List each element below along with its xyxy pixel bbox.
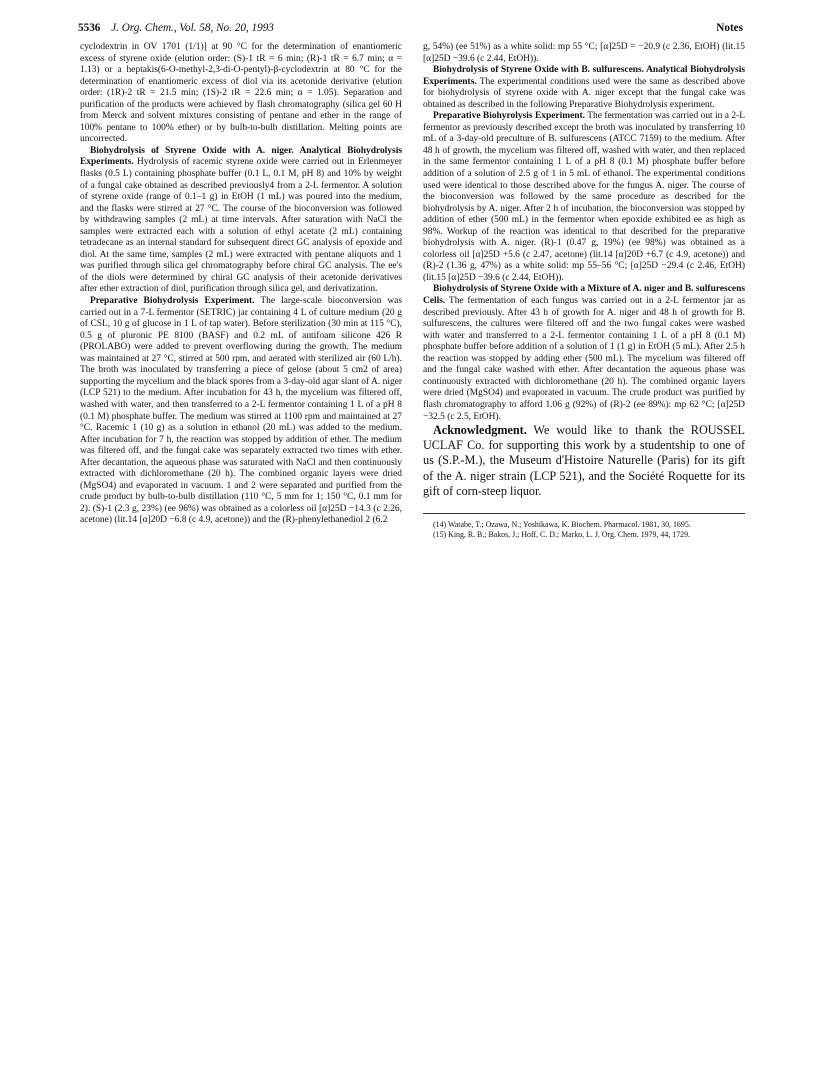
section-heading: Preparative Biohydrolysis Experiment. bbox=[90, 296, 255, 307]
acknowledgment bbox=[423, 423, 745, 499]
paragraph-preparative-a-niger bbox=[80, 296, 402, 527]
paragraph-body: The experimental conditions used were the same as described above for biohydrolysis of styrene oxide with A. niger except that the fungal cake was obtained as described in the following Preparative Biohydrolysis experiment. bbox=[423, 76, 745, 110]
paragraph-preparative-b-sulfurescens bbox=[423, 111, 745, 284]
paragraph-body: The fermentation was carried out in a 2-L fermentor as previously described except the broth was inoculated by transferring 10 mL of a 3-day-old preculture of B. sulfurescens (ATCC 7159) to the medium. After 48 h of growth, the mycelium was filtered off, washed with water, and then replaced in the same fermentor containing 1 L of a pH 8 (0.1 M) phosphate buffer before addition of a solution of 2.5 g of 1 in 5 mL of ethanol. The experimental conditions used were identical to those described above for the fungus A. niger. The course of the bioconversion was followed by the same procedure as described for the biohydrolysis by A. niger. After 2 h of incubation, the bioconversion was stopped by addition of ether (500 mL) in the fermentor when epoxide exhibited ee as high as 98%. Workup of the reaction was identical to that described for the preparative biohydrolysis with A. niger. (R)-1 (0.47 g, 19%) (ee 98%) was obtained as a colorless oil [α]25D +5.6 (c 2.47, acetone) (lit.14 [α]20D +6.7 (c 4.9, acetone)) and (R)-2 (1.36 g, 47%) as a white solid: mp 55–56 °C; [α]25D −29.4 (c 2.46, EtOH) (lit.15 [α]25D −39.6 (c 2.44, EtOH)). bbox=[423, 111, 745, 283]
references bbox=[423, 520, 745, 540]
header-left bbox=[78, 22, 274, 34]
section-heading: Preparative Biohyrolysis Experiment. bbox=[433, 111, 586, 122]
acknowledgment-heading: Acknowledgment. bbox=[433, 423, 527, 438]
paragraph-gc-methods: cyclodextrin in OV 1701 (1/1)] at 90 °C for the determination of enantiomeric excess of styrene oxide (elution order: (S)-1 tR = 6 min; (R)-1 tR = 6.7 min; α = 1.13) or a heptakis(6-O-methyl-2,3-di-O-pentyl)-β-cyclodextrin at 80 °C for the determination of enantiomeric excess of diol via its acetonide derivative (elution order: (1R)-2 tR = 21.5 min; (1S)-2 tR = 22.6 min; α = 1.05). Separation and purification of the products were achieved by flash chromatography (silica gel 60 H from Merck and solvent mixtures consisting of pentane and ether in the range of 100% pentane to 100% ether) or by bulb-to-bulb distillation. Melting points are uncorrected. bbox=[80, 42, 402, 145]
paragraph-mixture bbox=[423, 284, 745, 423]
paragraph-body: The large-scale bioconversion was carried out in a 7-L fermentor (SETRIC) jar containing 4 L of culture medium (20 g of CSL, 10 g of glucose in 1 L of tap water). Before sterilization (30 min at 115 °C), 0.5 g of pluronic PE 8100 (BASF) and 0.2 mL of antifoam silicone 426 R (PROLABO) were added to prevent overflowing during the growth. The medium was maintained at 27 °C, stirred at 500 rpm, and aerated with sterilized air (60 L/h). The broth was inoculated by transferring a piece of gelose (about 5 cm2 of area) supporting the mycelium and the black spores from a 3-day-old agar slant of A. niger (LCP 521) to the medium. After incubation for 43 h, the mycelium was filtered off, washed with water, and then transferred to a 2-L fermentor containing 1 L of a pH 8 (0.1 M) phosphate buffer. The medium was stirred at 1100 rpm and maintained at 27 °C. Racemic 1 (10 g) as a solution in ethanol (20 mL) was added to the medium. After incubation for 7 h, the reaction was stopped by addition of ether. The medium was filtered off, and the fungal cake was separately extracted two times with ether. After decantation, the aqueous phase was saturated with NaCl and then continuously extracted with dichloromethane (20 h). The combined organic layers were dried (MgSO4) and evaporated in vacuum. 1 and 2 were separated and purified from the crude product by bulb-to-bulb distillation (110 °C, 5 mm for 1; 150 °C, 0.1 mm for 2). (S)-1 (2.3 g, 23%) (ee 96%) was obtained as a colorless oil [α]25D −14.3 (c 2.26, acetone) (lit.14 [α]20D −6.8 (c 4.9, acetone)) and the (R)-phenylethanediol 2 (6.2 bbox=[80, 296, 403, 526]
reference-15: (15) King, R. B.; Bakos, J.; Hoff, C. D.; Marko, L. J. Org. Chem. 1979, 44, 1729. bbox=[433, 530, 691, 540]
paragraph-continued: g, 54%) (ee 51%) as a white solid: mp 55 °C; [α]25D = −20.9 (c 2.36, EtOH) (lit.15 [α]25D −39.6 (c 2.44, EtOH)). bbox=[423, 42, 745, 64]
paragraph-body: The fermentation of each fungus was carried out in a 2-L fermentor jar as described previously. After 43 h of growth for A. niger and 48 h of growth for B. sulfurescens, the cultures were filtered off and the two fungal cakes were washed with water and transferred to a 2-L fermentor containing 1 L of a pH 8 (0.1 M) phosphate buffer before addition of a solution of 1 (1 g) in EtOH (5 mL). After 2.5 h the reaction was stopped by adding ether (500 mL). The mycelium was filtered off and the fungal cake washed with ether. After decantation the aqueous phase was continuously extracted with dichloromethane (20 h). The combined organic layers were dried (MgSO4) and evaporated in vacuum. The crude product was purified by flash chromatography to afford 1.06 g (92%) of (R)-2 (ee 89%): mp 62 °C; [α]25D −32.5 (c 2.5, EtOH). bbox=[423, 296, 745, 422]
section-heading: Biohydrolysis of Styrene Oxide with B. sulfurescens. Analytical Biohydrolysis Experiments. bbox=[423, 65, 745, 87]
section-heading: Biohydrolysis of Styrene Oxide with a Mixture of A. niger and B. sulfurescens Cells. bbox=[423, 284, 745, 307]
running-header bbox=[78, 22, 743, 40]
paragraph-analytical-a-niger bbox=[80, 146, 402, 296]
paragraph-analytical-b-sulfurescens bbox=[423, 65, 745, 111]
section-label: Notes bbox=[716, 22, 743, 34]
left-column bbox=[80, 42, 402, 527]
section-heading: Biohydrolysis of Styrene Oxide with A. niger. Analytical Biohydrolysis Experiments. bbox=[80, 145, 402, 168]
paragraph-body: Hydrolysis of racemic styrene oxide were carried out in Erlenmeyer flasks (0.5 L) containing phosphate buffer (0.1 L, 0.1 M, pH 8) and 10% by weight of a fungal cake obtained as described previously4 from a 2-L fermentor. A solution of styrene oxide (range of 0.1–1 g) in EtOH (1 mL) was poured into the medium, and the flasks were stirred at 27 °C. The course of the bioconversion was followed by withdrawing samples (2 mL) at time intervals. After saturation with NaCl the samples were extracted each with a solution of ethyl acetate (2 mL) containing tetradecane as an internal standard for subsequent direct GC analysis of epoxide and diol. At the same time, samples (2 mL) were extracted with pentane aliquots and 1 was purified through silica gel chromatography before chiral GC analysis. The ee's of the diols were determined by chiral GC analysis of their acetonide derivatives after ether extraction of diol, purification through silica gel, and derivatization. bbox=[80, 157, 402, 295]
right-column bbox=[423, 42, 745, 540]
journal-citation: J. Org. Chem., Vol. 58, No. 20, 1993 bbox=[111, 22, 274, 34]
footnote-divider bbox=[423, 513, 745, 514]
page-number: 5536 bbox=[78, 22, 101, 34]
reference-14: (14) Watabe, T.; Ozawa, N.; Yoshikawa, K. Biochem. Pharmacol. 1981, 30, 1695. bbox=[433, 520, 691, 530]
acknowledgment-body: We would like to thank the ROUSSEL UCLAF Co. for supporting this work by a studentship to one of us (S.P.-M.), the Museum d'Histoire Naturelle (Paris) for its gift of the A. niger strain (LCP 521), and the Société Roquette for its gift of corn-steep liquor. bbox=[423, 423, 745, 498]
